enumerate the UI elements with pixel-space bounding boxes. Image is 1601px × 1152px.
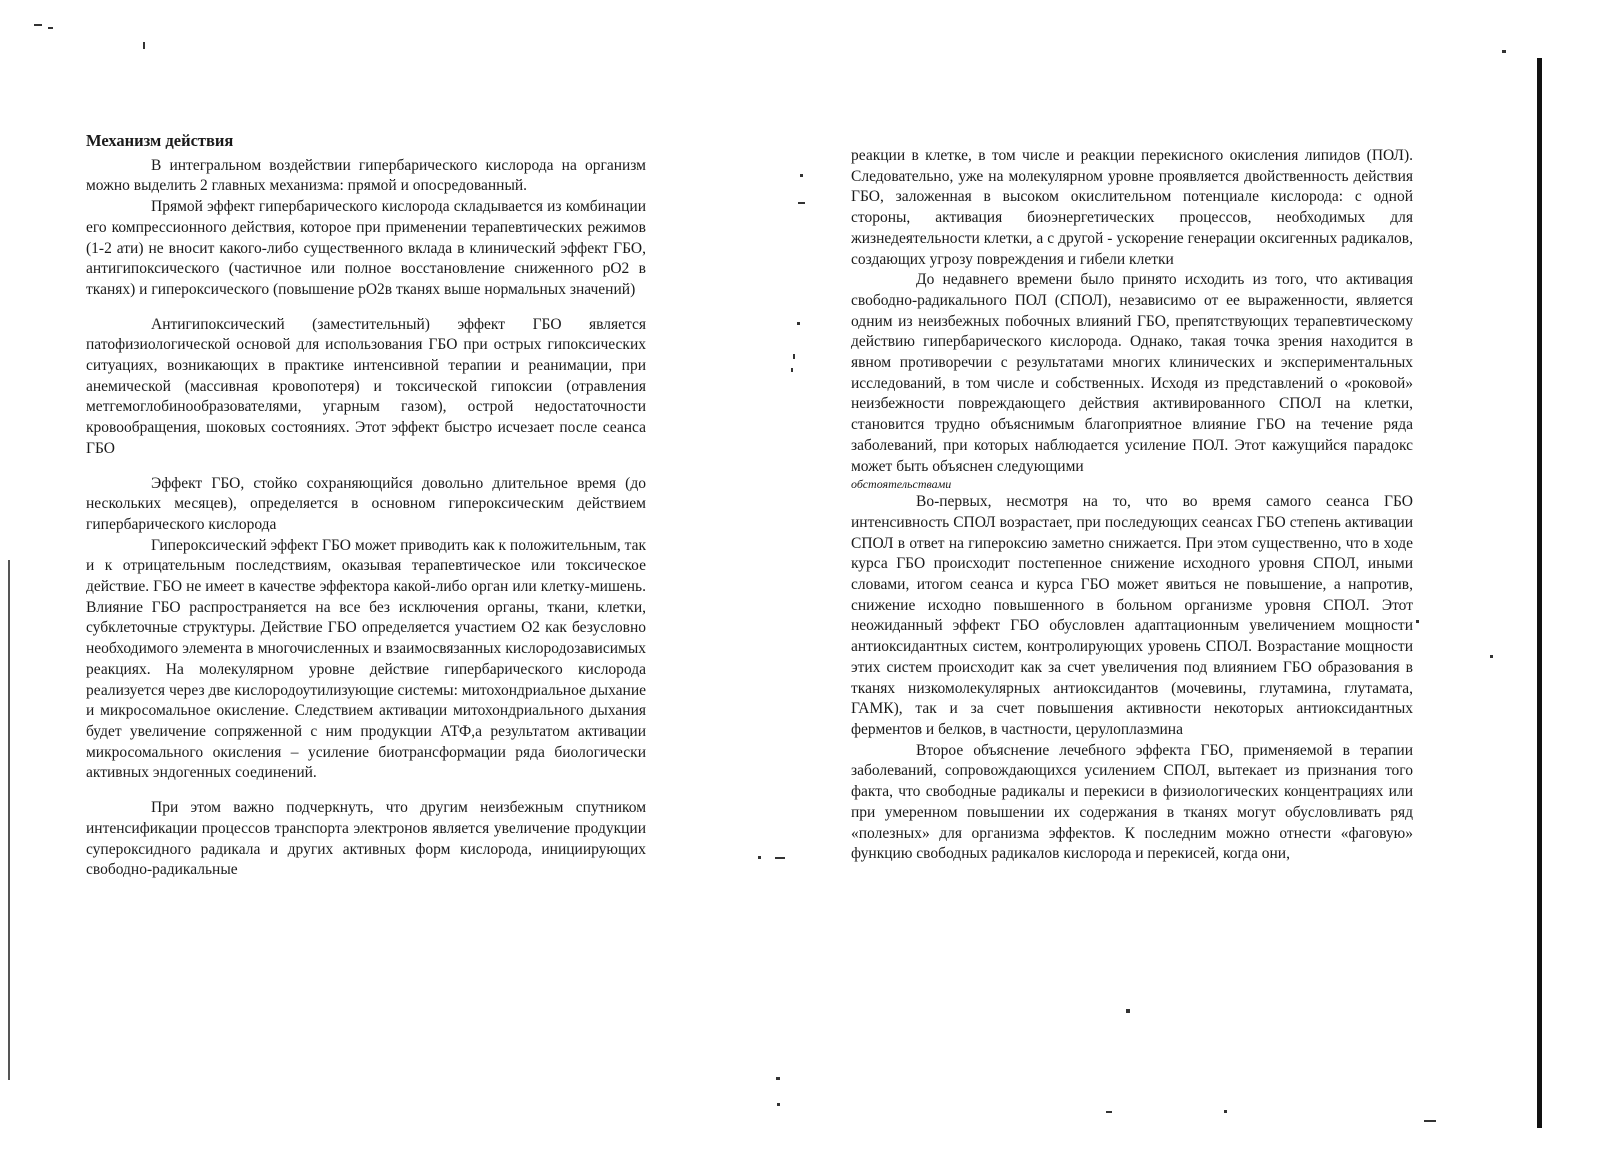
- paragraph: реакции в клетке, в том числе и реакции перекисного окисления липидов (ПОЛ). Следовательно, уже на молекулярном уровне проявляется двойственность действия ГБО, заложенная в высоком окислительном потенциале кислорода: с одной стороны, активация биоэнергетических процессов, необходимых для жизнедеятельности клетки, а с другой - ускорение генерации оксигенных радикалов, создающих угрозу повреждения и гибели клетки: [851, 147, 1413, 268]
- scan-speck: [1502, 50, 1506, 53]
- paragraph: При этом важно подчеркнуть, что другим неизбежным спутником интенсификации процессов транспорта электронов является увеличение продукции супероксидного радикала и других активных форм кислорода, инициирующих свободно-радикальные: [86, 799, 646, 879]
- scan-speck: [797, 322, 800, 325]
- scan-speck: [1424, 1120, 1436, 1122]
- scan-speck: [791, 368, 793, 372]
- small-text-line: обстоятельствами: [851, 477, 952, 492]
- scan-speck: [34, 24, 42, 26]
- scan-speck: [143, 42, 145, 49]
- scan-speck: [758, 856, 761, 859]
- page-edge-line: [8, 560, 10, 1080]
- paragraph: В интегральном воздействии гипербарического кислорода на организм можно выделить 2 главных механизма: прямой и опосредованный.: [86, 156, 646, 195]
- scan-speck: [775, 857, 785, 859]
- scan-speck: [48, 27, 53, 29]
- paragraph: Гипероксический эффект ГБО может приводить как к положительным, так и к отрицательным последствиям, оказывая терапевтическое или токсическое действие. ГБО не имеет в качестве эффектора какой-либо орган или клетку-мишень. Влияние ГБО распространяется на все без исключения органы, ткани, клетки, субклеточные структуры. Действие ГБО определяется участием O2 как безусловно необходимого элемента в многочисленных и взаимосвязанных кислородозависимых реакциях. На молекулярном уровне действие гипербарического кислорода реализуется через две кислородоутилизующие системы: митохондриальное дыхание и микросомальное окисление. Следствием активации митохондриального дыхания будет увеличение сопряженной с ним продукции АТФ,а результатом активации микросомального окисления – усиление биотрансформации ряда биологически активных эндогенных соединений.: [86, 536, 646, 782]
- scan-speck: [777, 1103, 780, 1106]
- paragraph: Эффект ГБО, стойко сохраняющийся довольно длительное время (до нескольких месяцев), определяется в основном гипероксическим действием гипербарического кислорода: [86, 474, 646, 533]
- scan-speck: [1126, 1009, 1130, 1013]
- paragraph: Второе объяснение лечебного эффекта ГБО, применяемой в терапии заболеваний, сопровождающихся усилением СПОЛ, вытекает из признания того факта, что свободные радикалы и перекиси в физиологических концентрациях или при умеренном повышении их содержания в тканях могут обусловливать ряд «полезных» для организма эффектов. К последним можно отнести «фаговую» функцию свободных радикалов кислорода и перекисей, когда они,: [851, 741, 1413, 863]
- section-heading: Механизм действия: [86, 131, 234, 150]
- scan-speck: [798, 202, 805, 204]
- paragraph: Антигипоксический (заместительный) эффект ГБО является патофизиологической основой для использования ГБО при острых гипоксических ситуациях, возникающих в практике интенсивной терапии и реанимации, при анемической (массивная кровопотеря) и токсической гипоксии (отравления метгемоглобинообразователями, угарным газом), острой недостаточности кровообращения, шоковых состояниях. Этот эффект быстро исчезает после сеанса ГБО: [86, 315, 646, 457]
- scan-speck: [1224, 1110, 1227, 1113]
- scan-speck: [1416, 620, 1419, 623]
- scan-speck: [1106, 1111, 1112, 1113]
- paragraph: Во-первых, несмотря на то, что во время самого сеанса ГБО интенсивность СПОЛ возрастает, при последующих сеансах ГБО степень активации СПОЛ в ответ на гипероксию заметно снижается. При этом существенно, что в ходе курса ГБО происходит постепенное снижение исходного уровня СПОЛ, иными словами, итогом сеанса и курса ГБО может явиться не повышение, а напротив, снижение исходно повышенного в больном организме уровня СПОЛ. Этот неожиданный эффект ГБО обусловлен адаптационным увеличением мощности антиоксидантных систем, контролирующих уровень СПОЛ. Возрастание мощности этих систем происходит как за счет увеличения под влиянием ГБО образования в тканях низкомолекулярных антиоксидантов (мочевины, глутамина, глутамата, ГАМК), так и за счет повышения активности некоторых антиоксидантных ферментов и белков, в частности, церулоплазмина: [851, 493, 1413, 738]
- scan-speck: [793, 354, 795, 359]
- page-edge-line: [1537, 58, 1542, 1128]
- paragraph: Прямой эффект гипербарического кислорода складывается из комбинации его компрессионного действия, которое при применении терапевтических режимов (1-2 ати) не вносит какого-либо существенного вклада в клинический эффект ГБО, антигипоксического (частичное или полное восстановление сниженного pO2 в тканях) и гипероксического (повышение pO2в тканях выше нормальных значений): [86, 198, 646, 298]
- scan-speck: [776, 1077, 780, 1080]
- left-column: [86, 131, 646, 881]
- right-column: [851, 146, 1413, 865]
- scan-speck: [1490, 655, 1493, 658]
- paragraph: До недавнего времени было принято исходить из того, что активация свободно-радикального ПОЛ (СПОЛ), независимо от ее выраженности, является одним из неизбежных побочных влияний ГБО, препятствующих терапевтическому действию гипербарического кислорода. Однако, такая точка зрения находится в явном противоречии с результатами многих клинических и экспериментальных исследований, в том числе и собственных. Исходя из представлений о «роковой» неизбежности повреждающего действия активированного СПОЛ на клетки, становится трудно объяснимым благоприятное влияние ГБО на течение ряда заболеваний, при которых наблюдается усиление ПОЛ. Этот кажущийся парадокс может быть объяснен следующими: [851, 271, 1413, 475]
- scan-speck: [800, 174, 803, 177]
